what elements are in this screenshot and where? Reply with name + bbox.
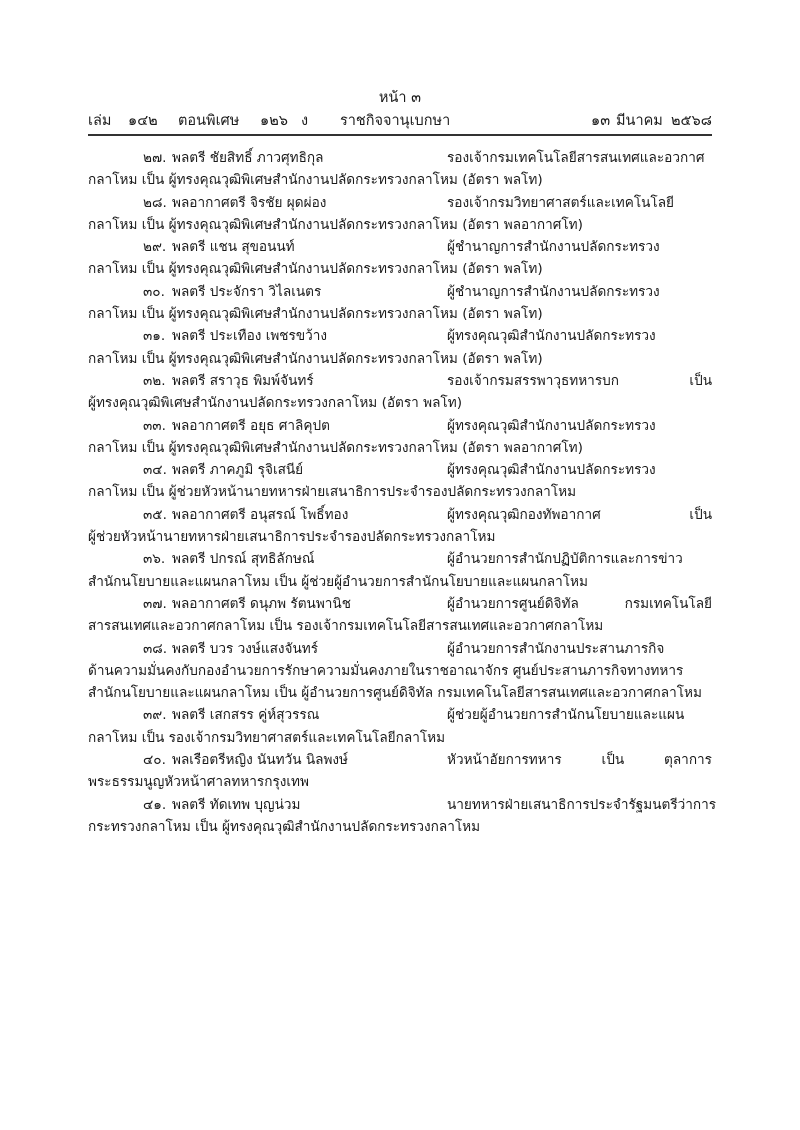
date-month: มีนาคม xyxy=(616,113,663,129)
volume-number: ๑๔๒ xyxy=(128,113,158,129)
new-position-text: สำนักนโยบายและแผนกลาโหม เป็น ผู้อำนวยการศูนย์ดิจิทัล กรมเทคโนโลยีสารสนเทศและอวกาศกลาโหม xyxy=(88,685,702,702)
current-position: หัวหน้าอัยการทหาร เป็น ตุลาการ xyxy=(447,752,712,769)
officer-name: พลอากาศตรี อยุธ ศาลิคุปต xyxy=(172,417,330,434)
date-day: ๑๓ xyxy=(591,113,611,129)
entry-number: ๓๔. xyxy=(143,462,167,479)
officer-name: พลตรี สราวุธ พิมพ์จันทร์ xyxy=(172,372,314,389)
new-position-text: พระธรรมนูญหัวหน้าศาลทหารกรุงเทพ xyxy=(88,774,309,791)
section-label: ตอนพิเศษ xyxy=(178,113,240,129)
new-position-text: กลาโหม เป็น ผู้ทรงคุณวุฒิพิเศษสำนักงานปลัดกระทรวงกลาโหม (อัตรา พลโท) xyxy=(88,306,543,323)
appointment-continuation xyxy=(88,682,712,704)
new-position-text: กลาโหม เป็น ผู้ทรงคุณวุฒิพิเศษสำนักงานปลัดกระทรวงกลาโหม (อัตรา พลอากาศโท) xyxy=(88,216,583,233)
appointment-continuation xyxy=(88,258,712,280)
appointment-continuation xyxy=(88,392,712,414)
officer-name: พลตรี ประจักรา วิไลเนตร xyxy=(172,283,322,300)
current-position: ผู้ทรงคุณวุฒิสำนักงานปลัดกระทรวง xyxy=(447,417,656,434)
current-position: ผู้อำนวยการศูนย์ดิจิทัล กรมเทคโนโลยี xyxy=(447,595,712,612)
officer-name: พลตรี แชน สุขอนนท์ xyxy=(172,239,295,256)
appointment-continuation xyxy=(88,481,712,503)
current-position: รองเจ้ากรมวิทยาศาสตร์และเทคโนโลยี xyxy=(447,194,675,211)
current-position: ผู้ชำนาญการสำนักงานปลัดกระทรวง xyxy=(447,283,660,300)
officer-name: พลตรี ประเทือง เพชรขว้าง xyxy=(172,328,328,345)
appointment-continuation xyxy=(88,615,712,637)
new-position-text: กลาโหม เป็น ผู้ช่วยหัวหน้านายทหารฝ่ายเสนาธิการประจำรองปลัดกระทรวงกลาโหม xyxy=(88,484,577,501)
entry-number: ๓๙. xyxy=(143,707,167,724)
new-position-text: กลาโหม เป็น ผู้ทรงคุณวุฒิพิเศษสำนักงานปลัดกระทรวงกลาโหม (อัตรา พลอากาศโท) xyxy=(88,439,583,456)
entry-number: ๓๕. xyxy=(143,506,167,523)
current-position: นายทหารฝ่ายเสนาธิการประจำรัฐมนตรีว่าการ xyxy=(447,796,717,813)
appointment-entry xyxy=(88,325,712,347)
new-position-text: กลาโหม เป็น ผู้ทรงคุณวุฒิพิเศษสำนักงานปลัดกระทรวงกลาโหม (อัตรา พลโท) xyxy=(88,261,543,278)
new-position-text: กลาโหม เป็น ผู้ทรงคุณวุฒิพิเศษสำนักงานปลัดกระทรวงกลาโหม (อัตรา พลโท) xyxy=(88,350,543,367)
new-position-text: กลาโหม เป็น ผู้ทรงคุณวุฒิพิเศษสำนักงานปลัดกระทรวงกลาโหม (อัตรา พลโท) xyxy=(88,172,543,189)
new-position-text: ด้านความมั่นคงกับกองอำนวยการรักษาความมั่นคงภายในราชอาณาจักร ศูนย์ประสานภารกิจทางทหาร xyxy=(88,662,684,679)
appointment-entry xyxy=(88,704,712,726)
appointment-entry xyxy=(88,548,712,570)
appointment-entry xyxy=(88,593,712,615)
appointment-continuation xyxy=(88,660,712,682)
officer-name: พลอากาศตรี อนุสรณ์ โพธิ์ทอง xyxy=(172,506,349,523)
officer-name: พลเรือตรีหญิง นันทวัน นิลพงษ์ xyxy=(172,752,349,769)
entry-number: ๒๙. xyxy=(143,239,167,256)
officer-name: พลตรี ภาคภูมิ รุจิเสนีย์ xyxy=(172,462,304,479)
appointment-continuation xyxy=(88,437,712,459)
new-position-text: สำนักนโยบายและแผนกลาโหม เป็น ผู้ช่วยผู้อำนวยการสำนักนโยบายและแผนกลาโหม xyxy=(88,573,588,590)
appointment-entry xyxy=(88,459,712,481)
appointment-continuation xyxy=(88,169,712,191)
appointment-continuation xyxy=(88,348,712,370)
entry-number: ๓๐. xyxy=(143,283,165,300)
officer-name: พลตรี เสกสรร คู่ห์สุวรรณ xyxy=(172,707,320,724)
appointment-continuation xyxy=(88,526,712,548)
volume-label: เล่ม xyxy=(88,113,112,129)
appointment-continuation xyxy=(88,303,712,325)
entry-number: ๒๘. xyxy=(143,194,167,211)
entry-number: ๓๖. xyxy=(143,551,166,568)
current-position: รองเจ้ากรมสรรพาวุธทหารบก เป็น xyxy=(447,372,712,389)
entry-number: ๒๗. xyxy=(143,150,167,166)
current-position: ผู้ชำนาญการสำนักงานปลัดกระทรวง xyxy=(447,239,660,256)
entry-number: ๓๘. xyxy=(143,640,168,657)
new-position-text: กระทรวงกลาโหม เป็น ผู้ทรงคุณวุฒิสำนักงานปลัดกระทรวงกลาโหม xyxy=(88,818,481,835)
appointment-entry xyxy=(88,415,712,437)
appointment-entry xyxy=(88,504,712,526)
appointment-list xyxy=(88,147,717,838)
entry-number: ๓๗. xyxy=(143,595,167,612)
appointment-continuation xyxy=(88,816,712,838)
new-position-text: กลาโหม เป็น รองเจ้ากรมวิทยาศาสตร์และเทคโนโลยีกลาโหม xyxy=(88,729,446,746)
current-position: ผู้ทรงคุณวุฒิสำนักงานปลัดกระทรวง xyxy=(447,462,656,479)
officer-name: พลตรี ชัยสิทธิ์ ภาวศุทธิกุล xyxy=(172,150,324,166)
appointment-entry xyxy=(88,236,712,258)
appointment-entry xyxy=(88,749,712,771)
current-position: ผู้ทรงคุณวุฒิสำนักงานปลัดกระทรวง xyxy=(447,328,656,345)
officer-name: พลตรี ปกรณ์ สุทธิลักษณ์ xyxy=(172,551,315,568)
entry-number: ๓๓. xyxy=(143,417,166,434)
section-suffix: ง xyxy=(301,113,309,129)
entry-number: ๔๐. xyxy=(143,752,166,769)
current-position: ผู้อำนวยการสำนักงานประสานภารกิจ xyxy=(447,640,665,657)
appointment-continuation xyxy=(88,727,712,749)
current-position: รองเจ้ากรมเทคโนโลยีสารสนเทศและอวกาศ xyxy=(447,150,705,166)
appointment-continuation xyxy=(88,571,712,593)
section-number: ๑๒๖ xyxy=(260,113,288,129)
officer-name: พลอากาศตรี จิรชัย ผุดผ่อง xyxy=(172,194,327,211)
officer-name: พลตรี ทัดเทพ บุญน่วม xyxy=(172,796,301,813)
officer-name: พลอากาศตรี ดนุภพ รัตนพานิช xyxy=(172,595,351,612)
entry-number: ๓๒. xyxy=(143,372,166,389)
publication-name: ราชกิจจานุเบกษา xyxy=(340,113,451,129)
entry-number: ๓๑. xyxy=(143,328,166,345)
appointment-entry xyxy=(88,794,717,816)
current-position: ผู้ช่วยผู้อำนวยการสำนักนโยบายและแผน xyxy=(447,707,685,724)
appointment-entry xyxy=(88,281,712,303)
appointment-continuation xyxy=(88,214,712,236)
appointment-continuation xyxy=(88,771,712,793)
entry-number: ๔๑. xyxy=(143,796,167,813)
appointment-entry xyxy=(88,147,712,169)
new-position-text: สารสนเทศและอวกาศกลาโหม เป็น รองเจ้ากรมเทคโนโลยีสารสนเทศและอวกาศกลาโหม xyxy=(88,618,604,635)
new-position-text: ผู้ช่วยหัวหน้านายทหารฝ่ายเสนาธิการประจำรองปลัดกระทรวงกลาโหม xyxy=(88,529,496,546)
new-position-text: ผู้ทรงคุณวุฒิพิเศษสำนักงานปลัดกระทรวงกลาโหม (อัตรา พลโท) xyxy=(88,395,462,412)
current-position: ผู้ทรงคุณวุฒิกองทัพอากาศ เป็น xyxy=(447,506,712,523)
header-divider xyxy=(88,134,712,136)
page-number: หน้า ๓ xyxy=(378,90,422,106)
date-year: ๒๕๖๘ xyxy=(671,113,712,129)
appointment-entry xyxy=(88,370,712,392)
gazette-header xyxy=(88,109,712,131)
officer-name: พลตรี บวร วงษ์แสงจันทร์ xyxy=(172,640,319,657)
current-position: ผู้อำนวยการสำนักปฏิบัติการและการข่าว xyxy=(447,551,683,568)
appointment-entry xyxy=(88,638,712,660)
appointment-entry xyxy=(88,192,712,214)
